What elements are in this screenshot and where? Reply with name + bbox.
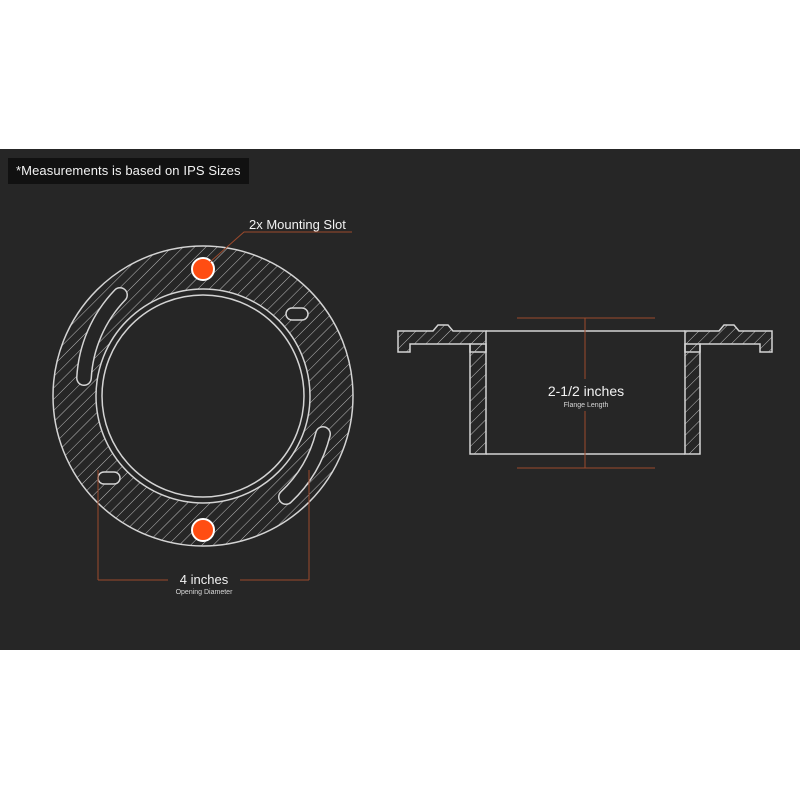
flange-length-value: 2-1/2 inches (547, 383, 625, 399)
mounting-hole-bottom (192, 519, 214, 541)
pipe-wall-right (685, 344, 700, 454)
opening-diameter-value: 4 inches (179, 572, 229, 587)
opening-diameter-caption: Opening Diameter (175, 589, 233, 596)
measurement-note: *Measurements is based on IPS Sizes (8, 158, 249, 184)
flange-top-view (40, 217, 370, 598)
flange-length-caption: Flange Length (563, 402, 609, 409)
flange-side-view (398, 318, 772, 468)
inner-lip-edge (102, 295, 304, 497)
notch-right (286, 308, 308, 320)
notch-left (98, 472, 120, 484)
mounting-slot-label: 2x Mounting Slot (249, 217, 346, 232)
pipe-wall-left (470, 344, 486, 454)
